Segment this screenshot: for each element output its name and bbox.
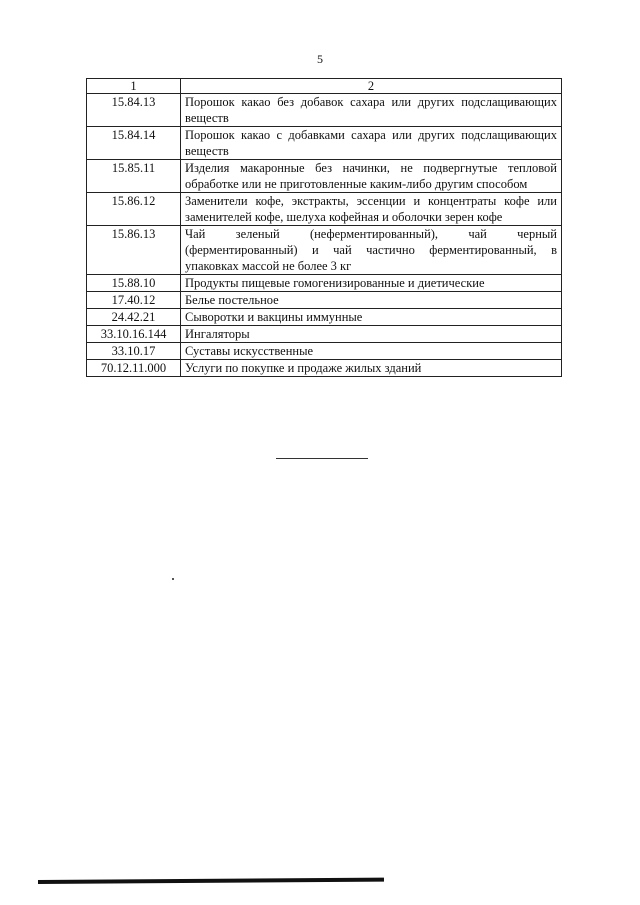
table-row xyxy=(87,292,562,309)
table-row xyxy=(87,360,562,377)
row-code: 15.84.13 xyxy=(87,94,181,127)
scan-edge-bar xyxy=(38,878,384,884)
column-header-code: 1 xyxy=(87,79,181,94)
row-code: 17.40.12 xyxy=(87,292,181,309)
row-description: Суставы искусственные xyxy=(181,343,562,360)
row-description: Заменители кофе, экстракты, эссенции и концентраты кофе или заменителей кофе, шелуха кофейная и оболочки зерен кофе xyxy=(181,193,562,226)
row-description: Белье постельное xyxy=(181,292,562,309)
table-row xyxy=(87,160,562,193)
row-code: 15.88.10 xyxy=(87,275,181,292)
table-row xyxy=(87,127,562,160)
table-row xyxy=(87,275,562,292)
row-code: 15.84.14 xyxy=(87,127,181,160)
row-description: Порошок какао без добавок сахара или других подслащивающих веществ xyxy=(181,94,562,127)
row-code: 15.86.13 xyxy=(87,226,181,275)
row-description: Ингаляторы xyxy=(181,326,562,343)
codes-table xyxy=(86,78,562,377)
column-header-description: 2 xyxy=(181,79,562,94)
table-row xyxy=(87,94,562,127)
row-code: 33.10.16.144 xyxy=(87,326,181,343)
row-description: Продукты пищевые гомогенизированные и диетические xyxy=(181,275,562,292)
table-row xyxy=(87,343,562,360)
row-description: Сыворотки и вакцины иммунные xyxy=(181,309,562,326)
table-row xyxy=(87,309,562,326)
table-header-row xyxy=(87,79,562,94)
row-description: Порошок какао с добавками сахара или других подслащивающих веществ xyxy=(181,127,562,160)
page-number: 5 xyxy=(317,52,323,66)
row-code: 70.12.11.000 xyxy=(87,360,181,377)
table-row xyxy=(87,226,562,275)
row-code: 15.86.12 xyxy=(87,193,181,226)
row-description: Услуги по покупке и продаже жилых зданий xyxy=(181,360,562,377)
end-of-document-rule xyxy=(276,458,368,459)
row-code: 33.10.17 xyxy=(87,343,181,360)
table-row xyxy=(87,193,562,226)
row-description: Изделия макаронные без начинки, не подвергнутые тепловой обработке или не приготовленные каким-либо другим способом xyxy=(181,160,562,193)
row-code: 15.85.11 xyxy=(87,160,181,193)
row-code: 24.42.21 xyxy=(87,309,181,326)
row-description: Чай зеленый (неферментированный), чай черный (ферментированный) и чай частично ферментированный, в упаковках массой не более 3 кг xyxy=(181,226,562,275)
table-row xyxy=(87,326,562,343)
scan-speck xyxy=(172,578,174,580)
